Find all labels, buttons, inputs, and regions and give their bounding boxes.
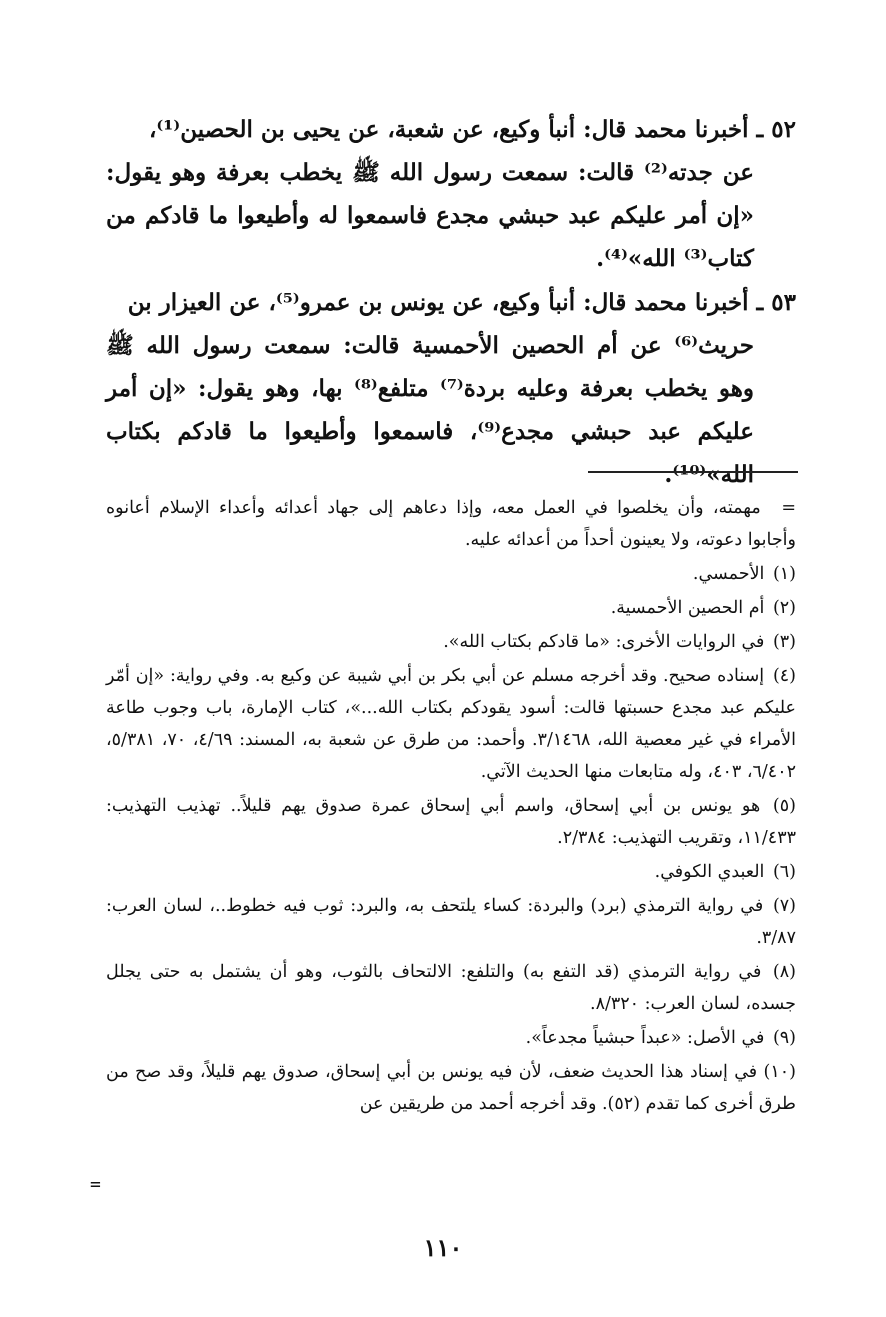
footnote-continued — [106, 492, 796, 556]
footnote-text: إسناده صحيح. وقد أخرجه مسلم عن أبي بكر بن أبي شيبة عن وكيع به. وفي رواية: «إن أمّر عليكم عبد مجدع حسبتها قالت: أسود يقودكم بكتاب الله...»، كتاب الإمارة، باب وجوب طاعة الأمراء في غير معصية الله، ٣/١٤٦٨. وأحمد: من طرق عن شعبة به، المسند: ٤/٦٩، ٧٠، ٥/٣٨١، ٦/٤٠٢، ٤٠٣، وله متابعات منها الحديث الآتي. — [106, 666, 796, 782]
hadith-first-line: أخبرنا محمد قال: أنبأ وكيع، عن يونس بن عمرو⁽⁵⁾، عن العيزار بن — [127, 289, 749, 316]
footnote-3 — [106, 626, 796, 658]
footnote-text: هو يونس بن أبي إسحاق، واسم أبي إسحاق عمرة صدوق يهم قليلاً.. تهذيب التهذيب: ١١/٤٣٣، وتقريب التهذيب: ٢/٣٨٤. — [106, 796, 796, 848]
footnote-marker: (٤) — [772, 666, 796, 686]
continuation-mark: = — [90, 1174, 101, 1195]
footnotes — [106, 492, 796, 1122]
footnote-marker: = — [781, 498, 796, 518]
footnote-text: في الأصل: «عبداً حبشياً مجدعاً». — [525, 1028, 765, 1048]
footnote-text: أم الحصين الأحمسية. — [610, 598, 765, 618]
hadith-first-line: أخبرنا محمد قال: أنبأ وكيع، عن شعبة، عن يحيى بن الحصين⁽¹⁾، — [149, 116, 749, 143]
footnote-1 — [106, 558, 796, 590]
footnote-text: الأحمسي. — [692, 564, 765, 584]
footnote-marker: (٢) — [772, 598, 796, 618]
main-text — [106, 108, 796, 497]
footnote-marker: (٥) — [772, 796, 796, 816]
hadith-number: ٥٣ ـ — [756, 289, 796, 316]
footnote-6 — [106, 856, 796, 888]
footnote-marker: (١٠) — [763, 1062, 796, 1082]
footnote-text: في رواية الترمذي (قد التفع به) والتلفع: الالتحاف بالثوب، وهو أن يشتمل به حتى يجلل جسده، لسان العرب: ٨/٣٢٠. — [106, 962, 796, 1014]
hadith-53 — [106, 281, 796, 496]
footnote-marker: (٣) — [772, 632, 796, 652]
footnote-text: في رواية الترمذي (برد) والبردة: كساء يلتحف به، والبرد: ثوب فيه خطوط..، لسان العرب: ٣/٨٧. — [106, 896, 796, 948]
footnote-text: العبدي الكوفي. — [654, 862, 765, 882]
footnote-8 — [106, 956, 796, 1020]
footnote-10 — [106, 1056, 796, 1120]
footnote-9 — [106, 1022, 796, 1054]
hadith-52 — [106, 108, 796, 280]
footnote-text: في الروايات الأخرى: «ما قادكم بكتاب الله». — [443, 632, 765, 652]
footnote-marker: (٩) — [772, 1028, 796, 1048]
footnote-marker: (١) — [772, 564, 796, 584]
hadith-text: حريث⁽⁶⁾ عن أم الحصين الأحمسية قالت: سمعت رسول الله ﷺ وهو يخطب بعرفة وعليه بردة⁽⁷⁾ متلفع⁽⁸⁾ بها، وهو يقول: «إن أمر عليكم عبد حبشي مجدع⁽⁹⁾، فاسمعوا وأطيعوا ما قادكم بكتاب الله»⁽¹⁰⁾. — [106, 332, 754, 488]
footnote-5 — [106, 790, 796, 854]
hadith-text: عن جدته⁽²⁾ قالت: سمعت رسول الله ﷺ يخطب بعرفة وهو يقول: «إن أمر عليكم عبد حبشي مجدع فاسمعوا له وأطيعوا ما قادكم من كتاب⁽³⁾ الله»⁽⁴⁾. — [106, 159, 755, 272]
footnote-marker: (٨) — [772, 962, 796, 982]
footnote-4 — [106, 660, 796, 788]
page-number: ١١٠ — [423, 1233, 463, 1262]
hadith-number: ٥٢ ـ — [756, 116, 796, 143]
footnote-separator — [588, 471, 798, 473]
footnote-marker: (٧) — [772, 896, 796, 916]
footnote-2 — [106, 592, 796, 624]
footnote-7 — [106, 890, 796, 954]
footnote-text: مهمته، وأن يخلصوا في العمل معه، وإذا دعاهم إلى جهاد أعدائه وأعداء الإسلام أعانوه وأجابوا دعوته، ولا يعينون أحداً من أعدائه عليه. — [106, 498, 796, 550]
footnote-text: في إسناد هذا الحديث ضعف، لأن فيه يونس بن أبي إسحاق، صدوق يهم قليلاً، وقد صح من طرق أخرى كما تقدم (٥٢). وقد أخرجه أحمد من طريقين عن — [106, 1062, 796, 1114]
footnote-marker: (٦) — [772, 862, 796, 882]
